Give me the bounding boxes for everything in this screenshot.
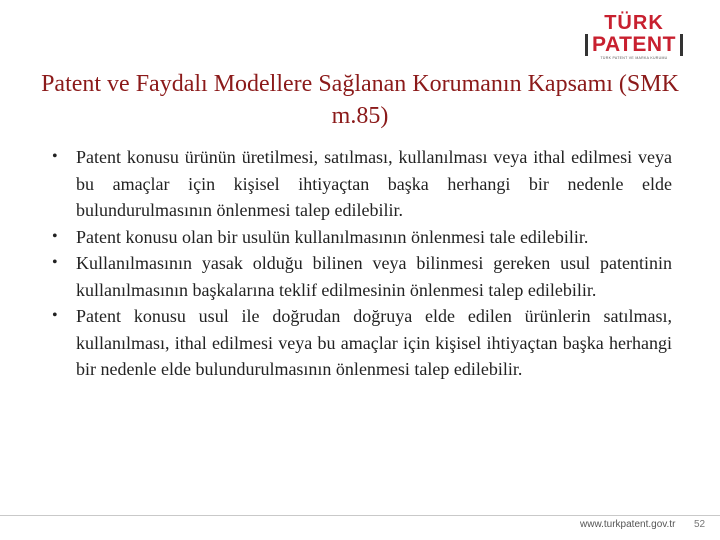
bullet-list [52,144,672,383]
logo-line2: PATENT [585,34,683,56]
bullet-item: • Patent konusu ürünün üretilmesi, satılması, kullanılması veya ithal edilmesi veya bu amaçlar için kişisel ihtiyaçtan başka herhangi bir nedenle elde bulundurulmasının önlenmesi talep edilebilir. [52,144,672,224]
footer-url[interactable]: www.turkpatent.gov.tr [580,519,676,530]
slide-title: Patent ve Faydalı Modellere Sağlanan Korumanın Kapsamı (SMK m.85) [41,71,679,129]
logo-tagline: TÜRK PATENT VE MARKA KURUMU [600,56,668,60]
bullet-item: • Kullanılmasının yasak olduğu bilinen veya bilinmesi gereken usul patentinin kullanılmasının başkalarına teklif edilmesinin önlenmesi talep edilebilir. [52,250,672,303]
footer-divider [0,515,720,516]
page-number: 52 [694,519,706,530]
bullet-item: • Patent konusu olan bir usulün kullanılmasının önlenmesi tale edilebilir. [52,224,672,251]
bullet-item: • Patent konusu usul ile doğrudan doğruya elde edilen ürünlerin satılması, kullanılması, ithal edilmesi veya bu amaçlar için kişisel ihtiyaçtan başka herhangi bir nedenle elde bulundurulmasının önlenmesi talep edilebilir. [52,303,672,383]
turkpatent-logo [582,12,686,64]
logo-line1: TÜRK [604,12,664,34]
